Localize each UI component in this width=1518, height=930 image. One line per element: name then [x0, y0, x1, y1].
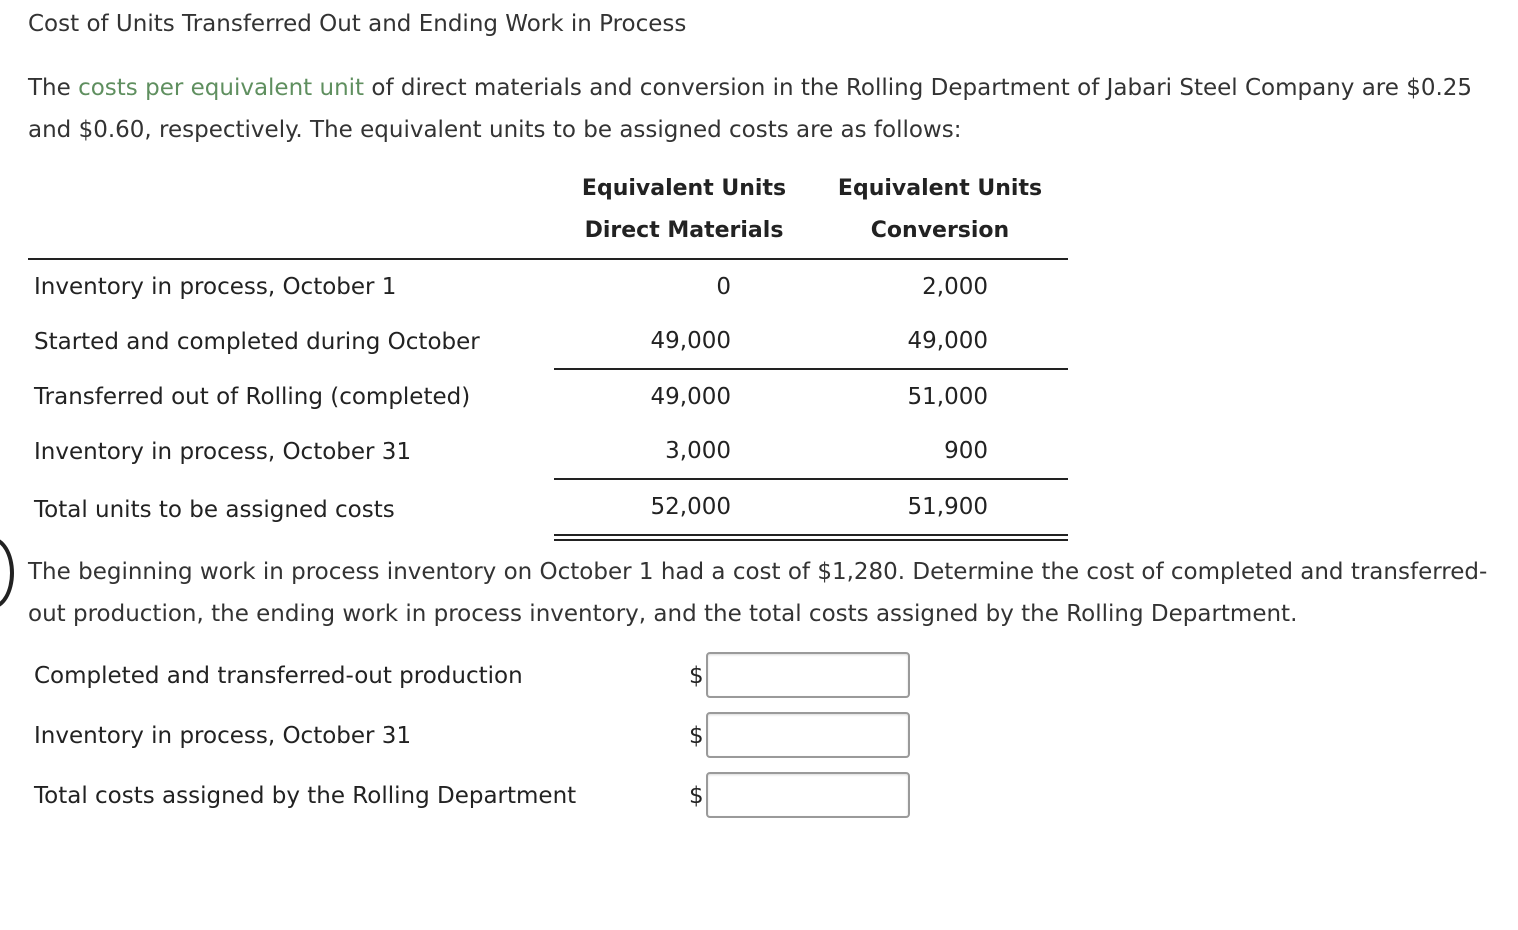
- row-value-dm: 3,000: [665, 438, 731, 464]
- total-costs-input[interactable]: [706, 772, 910, 818]
- row-label: Transferred out of Rolling (completed): [34, 384, 471, 410]
- subtotal-rule: [554, 368, 1068, 370]
- row-value-cv: 900: [944, 438, 988, 464]
- header-conversion: [810, 168, 1070, 252]
- header-cv-line2: Conversion: [870, 218, 1010, 243]
- row-value-cv: 51,900: [907, 494, 988, 520]
- completed-transferred-out-input[interactable]: [706, 652, 910, 698]
- row-value-dm: 49,000: [650, 328, 731, 354]
- intro-paragraph: [28, 67, 1498, 151]
- answer-label-total-costs: Total costs assigned by the Rolling Department: [34, 783, 577, 809]
- currency-symbol: $: [689, 783, 704, 809]
- total-rule: [554, 478, 1068, 480]
- page-title: Cost of Units Transferred Out and Ending Work in Process: [28, 11, 687, 37]
- header-cv-line1: Equivalent Units: [837, 176, 1043, 201]
- row-label: Started and completed during October: [34, 329, 480, 355]
- currency-symbol: $: [689, 663, 704, 689]
- row-label: Inventory in process, October 1: [34, 274, 397, 300]
- row-label: Inventory in process, October 31: [34, 439, 412, 465]
- header-direct-materials: [554, 168, 814, 252]
- intro-suffix: of direct materials and conversion in the Rolling Department of Jabari Steel Company are $0.25 and $0.60, respectively. The equivalent units to be assigned costs are as follows:: [28, 75, 1473, 143]
- header-dm-line1: Equivalent Units: [581, 176, 787, 201]
- step-indicator-circle: [0, 537, 14, 609]
- answer-label-completed: Completed and transferred-out production: [34, 663, 523, 689]
- header-dm-line2: Direct Materials: [584, 218, 784, 243]
- costs-per-equivalent-unit-link[interactable]: costs per equivalent unit: [78, 75, 365, 101]
- row-value-cv: 49,000: [907, 328, 988, 354]
- row-label: Total units to be assigned costs: [34, 497, 395, 523]
- header-rule: [28, 258, 1068, 260]
- row-value-cv: 2,000: [922, 274, 988, 300]
- row-value-cv: 51,000: [907, 384, 988, 410]
- row-value-dm: 49,000: [650, 384, 731, 410]
- answer-label-ending-inventory: Inventory in process, October 31: [34, 723, 412, 749]
- ending-inventory-input[interactable]: [706, 712, 910, 758]
- currency-symbol: $: [689, 723, 704, 749]
- row-value-dm: 52,000: [650, 494, 731, 520]
- question-paragraph: The beginning work in process inventory on October 1 had a cost of $1,280. Determine the cost of completed and transferred-out production, the ending work in process inventory, and the total costs assigned by the Rolling Department.: [28, 559, 1488, 627]
- double-rule-bottom: [554, 539, 1068, 541]
- intro-prefix: The: [28, 75, 79, 101]
- row-value-dm: 0: [716, 274, 731, 300]
- double-rule-top: [554, 534, 1068, 536]
